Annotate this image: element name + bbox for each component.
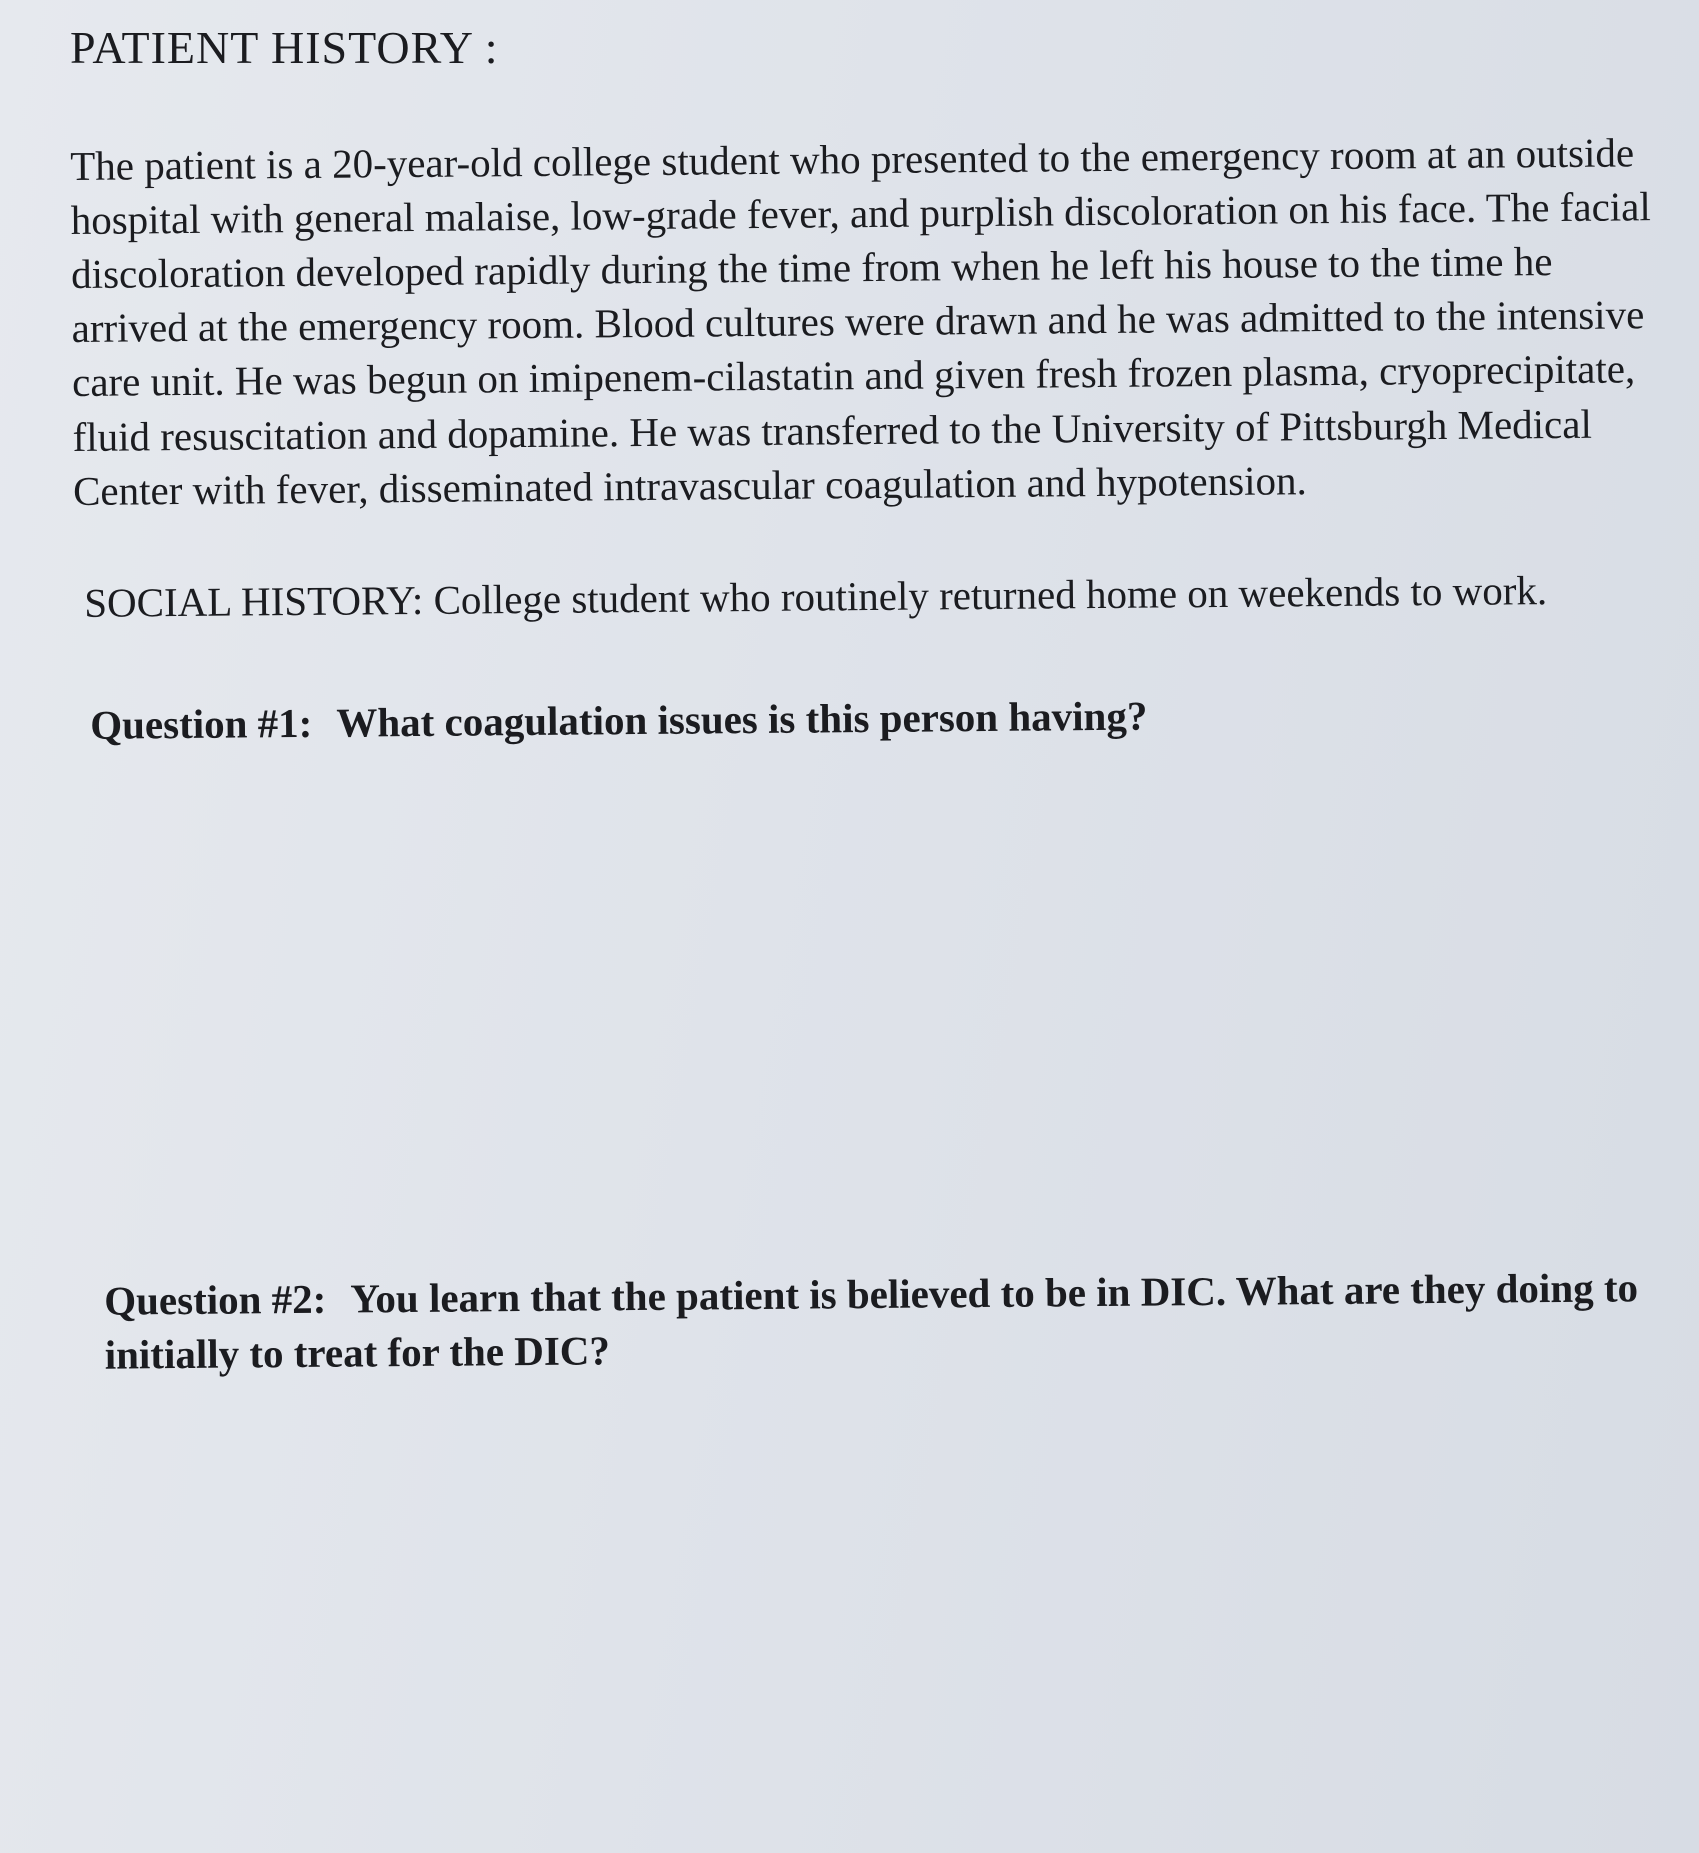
question-1-text: What coagulation issues is this person having? [336,692,1148,746]
question-2 [70,1260,1665,1382]
social-history-text: College student who routinely returned home on weekends to work. [433,567,1548,623]
question-1-label: Question #1: [90,699,313,748]
social-history-label: SOCIAL HISTORY: [84,576,424,626]
social-history-paragraph [70,562,1659,630]
question-2-label: Question #2: [104,1275,327,1324]
question-1 [70,684,1659,752]
question-2-text: You learn that the patient is believed to be in DIC. What are they doing to initially to treat for the DIC? [104,1264,1639,1378]
patient-history-heading: PATIENT HISTORY : [70,22,499,73]
patient-history-paragraph: The patient is a 20-year-old college student who presented to the emergency room at an outside hospital with general malaise, low-grade fever, and purplish discoloration on his face. The facial discoloration developed rapidly during the time from when he left his house to the time he arrived at the emergency room. Blood cultures were drawn and he was admitted to the intensive care unit. He was begun on imipenem-cilastatin and given fresh frozen plasma, cryoprecipitate, fluid resuscitation and dopamine. He was transferred to the University of Pittsburgh Medical Center with fever, disseminated intravascular coagulation and hypotension. [70,129,1651,514]
